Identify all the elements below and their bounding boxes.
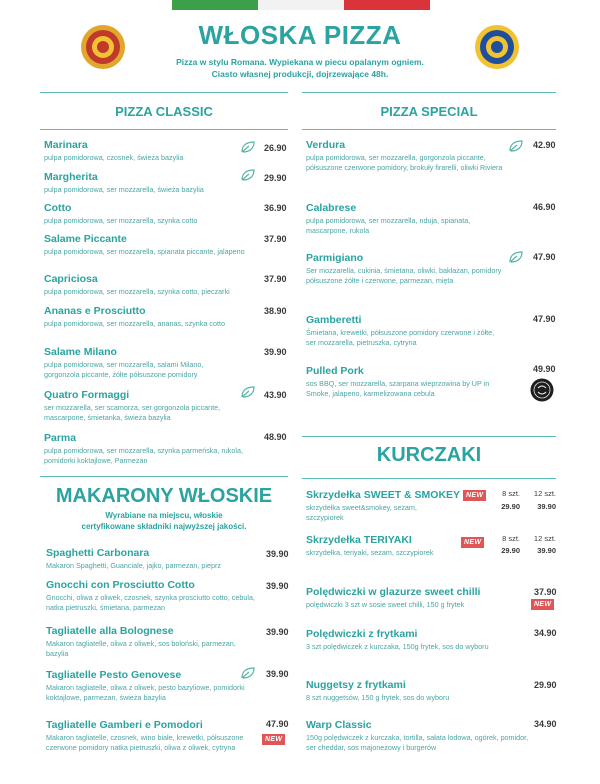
menu-item — [306, 534, 456, 558]
item-description: skrzydełka sweet&smokey, sezam, szczypiorek — [306, 503, 417, 522]
item-description: 3 szt polędwiczek z kurczaka, 150g frytek, sos do wyboru — [306, 642, 489, 651]
price: 39.90 — [537, 546, 556, 555]
item-description: polędwiczki 3 szt w sosie sweet chilli, 150 g frytek — [306, 600, 465, 609]
pizza-classic-title: PIZZA CLASSIC — [115, 104, 213, 119]
menu-item — [306, 314, 506, 347]
price: 43.90 — [264, 390, 287, 400]
price: 39.90 — [537, 502, 556, 511]
price: 26.90 — [264, 143, 287, 153]
vegetarian-leaf-icon — [240, 385, 256, 399]
item-name: Tagliatelle Pesto Genovese — [46, 669, 182, 681]
menu-item — [44, 171, 239, 195]
divider — [302, 478, 556, 479]
item-description: 150g polędwiczek z kurczaka, tortilla, sałata lodowa, ogórek, pomidor, ser cheddar, sos majonezowy i burgerów — [306, 733, 529, 752]
menu-item — [46, 547, 256, 571]
item-name: Pulled Pork — [306, 365, 364, 377]
price: 39.90 — [266, 627, 289, 637]
item-description: Makaron tagliatelle, oliwa z oliwek, sos boloński, parmezan, bazylia — [46, 639, 236, 658]
size-label: 12 szt. — [533, 489, 556, 498]
price: 47.90 — [266, 719, 289, 729]
menu-item — [46, 719, 256, 752]
size-label: 8 szt. — [502, 534, 520, 543]
price: 47.90 — [533, 314, 556, 324]
item-description: Ser mozzarella, cukinia, śmietana, oliwki, bakłażan, pomidory półsuszone żółte i czerwone, parmezan, mięta — [306, 266, 502, 285]
menu-item — [44, 305, 239, 329]
vegetarian-leaf-icon — [240, 168, 256, 182]
size-label: 12 szt. — [533, 534, 556, 543]
new-badge: NEW — [461, 537, 484, 548]
item-description: pulpa pomidorowa, ser mozzarella, szynka cotto, pieczarki — [44, 287, 230, 296]
vegetarian-leaf-icon — [508, 250, 524, 264]
makarony-subtitle: Wyrabiane na miejscu, włoskie certyfikowane składniki najwyższej jakości. — [81, 511, 247, 531]
price: 37.90 — [264, 274, 287, 284]
item-description: 8 szt nuggetsów, 150 g frytek, sos do wyboru — [306, 693, 450, 702]
item-name: Tagliatelle Gamberi e Pomodori — [46, 719, 203, 731]
menu-item — [44, 233, 254, 257]
divider — [302, 436, 556, 437]
item-description: pulpa pomidorowa, ser mozzarella, gorgonzola piccante, półsuszone czerwone pomidory, brokuły firarelli, oliwki Riviera — [306, 153, 503, 172]
divider — [40, 129, 288, 130]
item-description: Makaron tagliatelle, czosnek, wino białe, krewetki, półsuszone czerwone pomidory natka pietruszki, oliwa z oliwek, cytryna — [46, 733, 244, 752]
item-name: Polędwiczki z frytkami — [306, 628, 418, 640]
item-description: pulpa pomidorowa, ser mozzarella, spianata piccante, jalapeno — [44, 247, 245, 256]
item-name: Skrzydełka TERIYAKI — [306, 534, 412, 546]
menu-item — [46, 625, 241, 658]
price: 39.90 — [266, 581, 289, 591]
price: 37.90 — [534, 587, 557, 597]
item-description: Makaron tagliatelle, oliwa z oliwek, pesto bazyliowe, pomidorki koktajlowe, parmezan, świeża bazylia — [46, 683, 245, 702]
item-name: Gamberetti — [306, 314, 362, 326]
item-name: Marinara — [44, 139, 88, 151]
divider — [302, 92, 556, 93]
pizza-special-title: PIZZA SPECIAL — [380, 104, 478, 119]
item-name: Calabrese — [306, 202, 357, 214]
vegetarian-leaf-icon — [240, 666, 256, 680]
item-description: pulpa pomidorowa, ser mozzarella, szynka cotto — [44, 216, 198, 225]
new-badge: NEW — [463, 490, 486, 501]
divider — [40, 476, 288, 477]
price: 49.90 — [533, 364, 556, 374]
price: 29.90 — [501, 546, 520, 555]
menu-item — [306, 719, 534, 752]
menu-item — [306, 489, 466, 522]
price: 39.90 — [266, 549, 289, 559]
menu-item — [306, 628, 501, 652]
item-name: Parma — [44, 432, 77, 444]
subtitle-line-2: Ciasto własnej produkcji, dojrzewające 48h. — [211, 69, 389, 79]
item-description: pulpa pomidorowa, ser mozzarella, salami Milano, gorgonzola piccante, żółte półsuszone pomidory — [44, 360, 204, 379]
menu-item — [44, 389, 244, 422]
menu-item — [44, 346, 239, 379]
item-name: Salame Piccante — [44, 233, 127, 245]
divider — [302, 129, 556, 130]
item-name: Ananas e Prosciutto — [44, 305, 146, 317]
item-name: Cotto — [44, 202, 72, 214]
price: 39.90 — [264, 347, 287, 357]
item-name: Tagliatelle alla Bolognese — [46, 625, 174, 637]
item-description: Gnocchi, oliwa z oliwek, czosnek, szynka prosciutto cotto, cebula, natka pietruszki, śmietana, parmezan — [46, 593, 255, 612]
page-subtitle — [150, 56, 450, 80]
menu-item — [44, 273, 259, 297]
makarony-title: MAKARONY WŁOSKIE — [55, 485, 273, 507]
price: 34.90 — [534, 628, 557, 638]
menu-item — [306, 202, 506, 235]
menu-item — [306, 586, 521, 610]
flag-green-stripe — [172, 0, 258, 10]
item-name: Capriciosa — [44, 273, 98, 285]
item-name: Nuggetsy z frytkami — [306, 679, 406, 691]
price: 36.90 — [264, 203, 287, 213]
divider — [40, 92, 288, 93]
menu-item — [44, 432, 249, 465]
item-name: Polędwiczki w glazurze sweet chilli — [306, 586, 481, 598]
item-name: Verdura — [306, 139, 346, 151]
item-description: Śmietana, krewetki, półsuszone pomidory czerwone i żółte, ser mozzarella, pietruszka, cytryna — [306, 328, 495, 347]
menu-item — [46, 579, 261, 612]
price: 29.90 — [534, 680, 557, 690]
menu-item — [44, 139, 239, 163]
item-name: Gnocchi con Prosciutto Cotto — [46, 579, 195, 591]
price: 48.90 — [264, 432, 287, 442]
flag-red-stripe — [344, 0, 430, 10]
item-description: pulpa pomidorowa, ser mozzarella, szynka parmeńska, rukola, pomidorki koktajlowe, Parmezan — [44, 446, 243, 465]
item-name: Parmigiano — [306, 252, 364, 264]
item-description: ser mozzarella, ser scamorza, ser gorgonzola piccante, mascarpone, śmietanka, świeża bazylia — [44, 403, 221, 422]
menu-item — [306, 252, 506, 285]
item-description: skrzydełka, teriyaki, sezam, szczypiorek — [306, 548, 434, 557]
item-description: pulpa pomidorowa, ser mozzarella, nduja, spianata, mascarpone, rukola — [306, 216, 471, 235]
item-name: Quatro Formaggi — [44, 389, 130, 401]
subtitle-line-1: Pizza w stylu Romana. Wypiekana w piecu opalanym ogniem. — [176, 57, 424, 67]
up-in-smoke-logo-icon — [530, 378, 554, 402]
item-description: pulpa pomidorowa, ser mozzarella, świeża bazylia — [44, 185, 204, 194]
new-badge: NEW — [531, 599, 554, 610]
kurczaki-title: KURCZAKI — [376, 444, 482, 466]
vegetarian-leaf-icon — [240, 140, 256, 154]
page-title: WŁOSKA PIZZA — [198, 20, 402, 50]
item-name: Skrzydełka SWEET & SMOKEY — [306, 489, 461, 501]
menu-item — [44, 202, 254, 226]
price: 47.90 — [533, 252, 556, 262]
menu-item — [306, 365, 506, 398]
item-name: Warp Classic — [306, 719, 372, 731]
menu-item — [306, 679, 501, 703]
item-description: sos BBQ, ser mozzarella, szarpana wieprzowina by UP in Smoke, jalapeno, karmelizowana cebula — [306, 379, 490, 398]
vegetarian-leaf-icon — [508, 139, 524, 153]
flag-white-stripe — [258, 0, 344, 10]
price: 37.90 — [264, 234, 287, 244]
menu-item — [306, 139, 506, 172]
item-name: Salame Milano — [44, 346, 117, 358]
price: 29.90 — [501, 502, 520, 511]
size-label: 8 szt. — [502, 489, 520, 498]
item-name: Spaghetti Carbonara — [46, 547, 150, 559]
item-description: Makaron Spaghetti, Guanciale, jajko, parmezan, pieprz — [46, 561, 221, 570]
price: 46.90 — [533, 202, 556, 212]
menu-item — [46, 669, 261, 702]
price: 39.90 — [266, 669, 289, 679]
item-description: pulpa pomidorowa, czosnek, świeża bazylia — [44, 153, 184, 162]
new-badge: NEW — [262, 734, 285, 745]
price: 29.90 — [264, 173, 287, 183]
price: 34.90 — [534, 719, 557, 729]
price: 42.90 — [533, 140, 556, 150]
item-name: Margherita — [44, 171, 98, 183]
price: 38.90 — [264, 306, 287, 316]
item-description: pulpa pomidorowa, ser mozzarella, ananas, szynka cotto — [44, 319, 225, 328]
